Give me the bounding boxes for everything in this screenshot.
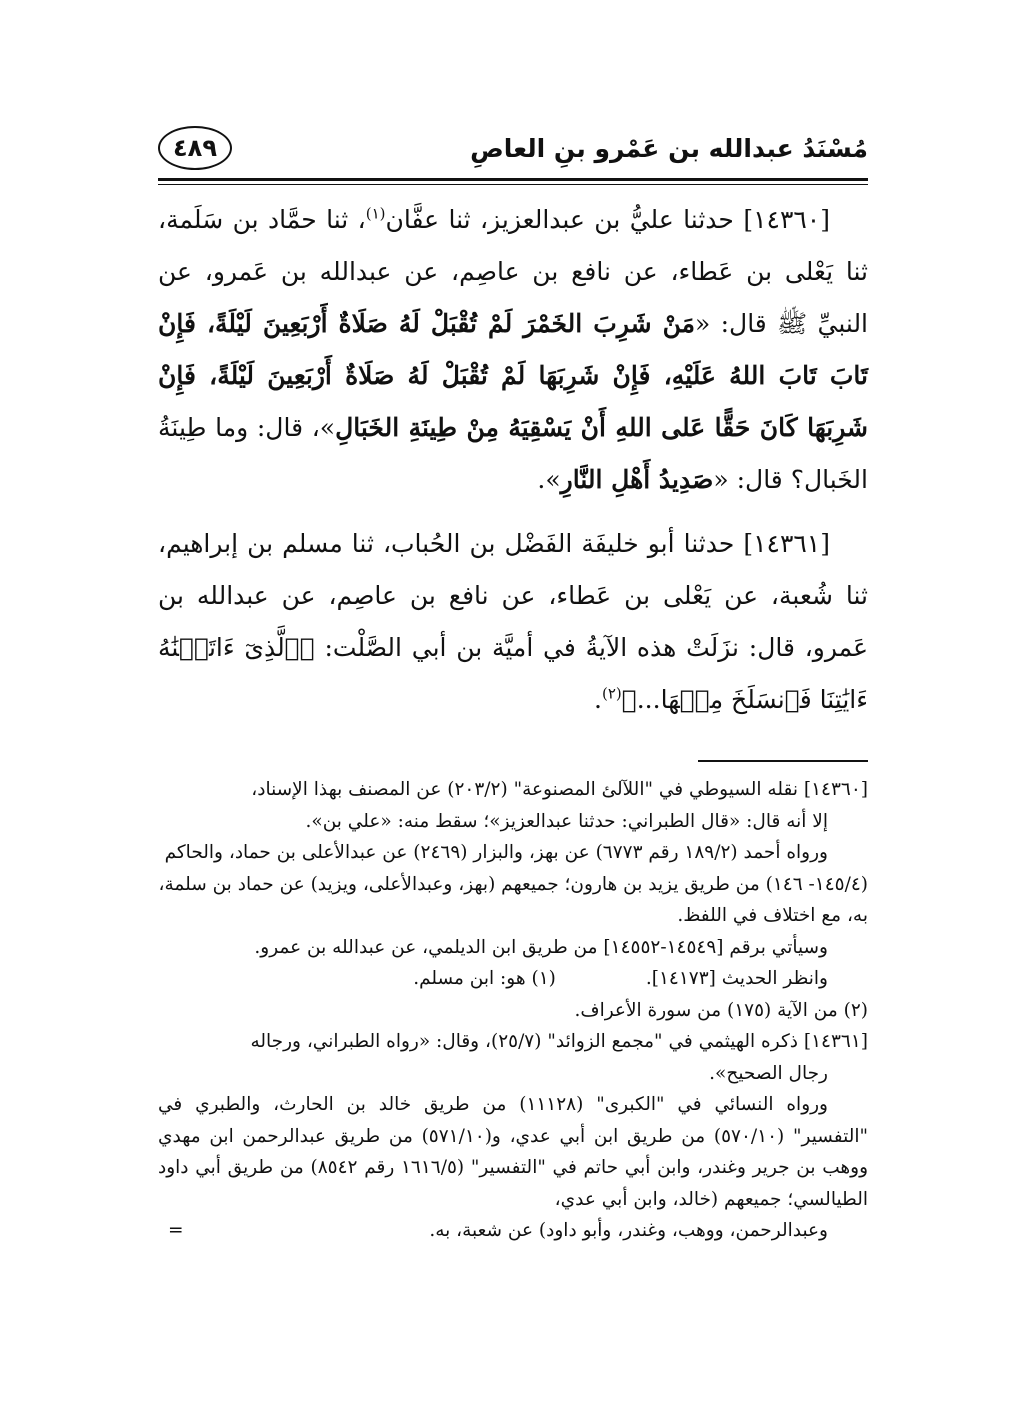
- footnote-last-line: [158, 1215, 868, 1247]
- footnote-14361-line1: [١٤٣٦١] ذكره الهيثمي في "مجمع الزوائد" (٢٥/٧)، وقال: «رواه الطبراني، ورجاله: [250, 1031, 868, 1052]
- footnote-14360-see: وانظر الحديث [١٤١٧٣].: [645, 968, 828, 989]
- footnotes: [158, 774, 868, 1247]
- header-rule-thin: [158, 184, 868, 185]
- footnote-14360-line1: [١٤٣٦٠] نقله السيوطي في "اللآلئ المصنوعة" (٢٠٣/٢) عن المصنف بهذا الإسناد،: [251, 779, 868, 800]
- hadith-14361: [158, 518, 868, 726]
- hadith-number: [١٤٣٦٠]: [743, 205, 830, 234]
- quran-verse: ﴿ٱلَّذِىٓ ءَاتَيۡنَٰهُ ءَايَٰتِنَا فَٱنسَلَخَ مِنۡهَا...﴾: [158, 633, 868, 714]
- hadith-text: حدثنا أبو خليفَة الفَضْل بن الحُباب، ثنا مسلم بن إبراهيم، ثنا شُعبة، عن يَعْلى بن عَطاء، عن نافع بن عاصِم، عن عبدالله بن عَمرو، قال: نزَلَتْ هذه الآيةُ في أميَّة بن أبي الصَّلْت:: [158, 529, 869, 662]
- page-header: [158, 118, 868, 180]
- footnote-14361-last: وعبدالرحمن، ووهب، وغندر، وأبو داود) عن شعبة، به.: [429, 1220, 828, 1241]
- footnote-14360-para3: وسيأتي برقم [١٤٥٤٩-١٤٥٥٢] من طريق ابن الديلمي، عن عبدالله بن عمرو.: [254, 936, 828, 958]
- hadith-matn-2: صَدِيدُ أَهْلِ النَّارِ: [560, 465, 714, 494]
- hadith-end: .: [594, 685, 602, 714]
- footnote-ref: (١): [365, 204, 386, 223]
- footnote-see-row: [158, 963, 868, 995]
- hadith-14360: [158, 194, 868, 506]
- continuation-mark: =: [168, 1220, 184, 1241]
- footnote-separator: [698, 760, 868, 762]
- main-text: [158, 194, 868, 726]
- hadith-matn: مَنْ شَرِبَ الخَمْرَ لَمْ تُقْبَلْ لَهُ صَلَاةٌ أَرْبَعِينَ لَيْلَةً، فَإِنْ تَابَ تَابَ اللهُ عَلَيْهِ، فَإِنْ شَرِبَهَا لَمْ تُقْبَلْ لَهُ صَلَاةٌ أَرْبَعِينَ لَيْلَةً، فَإِنْ شَرِبَهَا كَانَ حَقًّا عَلى اللهِ أَنْ يَسْقِيَهُ مِنْ طِينَةِ الخَبَالِ: [158, 309, 868, 442]
- footnote-14360-line2: إلا أنه قال: «قال الطبراني: حدثنا عبدالعزيز»؛ سقط منه: «علي بن».: [305, 810, 828, 832]
- hadith-isnad: حدثنا عليُّ بن عبدالعزيز، ثنا عفَّان: [385, 205, 734, 234]
- footnote-2: (٢) من الآية (١٧٥) من سورة الأعراف.: [574, 999, 868, 1021]
- hadith-end: ».: [537, 465, 561, 494]
- footnote-14360-para2: ورواه أحمد (١٨٩/٢ رقم ٦٧٧٣) عن بهز، والبزار (٢٤٦٩) عن عبدالأعلى بن حماد، والحاكم (١٤٥/٤- ١٤٦) من طريق يزيد بن هارون؛ جميعهم (بهز، وعبدالأعلى، ويزيد) عن حماد بن سلمة، به، مع اختلاف في اللفظ.: [158, 842, 868, 926]
- hadith-number: [١٤٣٦١]: [743, 529, 830, 558]
- hadith-after: »، قال: وما طِينَةُ الخَبال؟ قال: «: [158, 413, 868, 494]
- page: [158, 118, 868, 1247]
- footnote-14361-para2: ورواه النسائي في "الكبرى" (١١١٢٨) من طريق خالد بن الحارث، والطبري في "التفسير" (٥٧٠/١٠) من طريق ابن أبي عدي، و(٥٧١/١٠) من طريق عبدالرحمن ابن مهدي ووهب بن جرير وغندر، وابن أبي حاتم في "التفسير" (١٦١٦/٥ رقم ٨٥٤٢) من طريق أبي داود الطيالسي؛ جميعهم (خالد، وابن أبي عدي،: [158, 1094, 869, 1210]
- header-rule-thick: [158, 178, 868, 181]
- spacer: [556, 963, 646, 995]
- hadith-isnad-cont: ، ثنا حمَّاد بن سَلَمة، ثنا يَعْلى بن عَطاء، عن نافع بن عاصِم، عن عبدالله بن عَمرو، عن النبيِّ ﷺ قال: «: [158, 205, 869, 338]
- footnote-1: (١) هو: ابن مسلم.: [413, 968, 556, 989]
- page-number: ٤٨٩: [158, 126, 232, 170]
- running-head: مُسْنَدُ عبدالله بن عَمْرو بنِ العاصِ: [470, 134, 868, 163]
- footnote-14361-line2: رجال الصحيح».: [709, 1062, 828, 1084]
- footnote-ref: (٢): [601, 684, 622, 703]
